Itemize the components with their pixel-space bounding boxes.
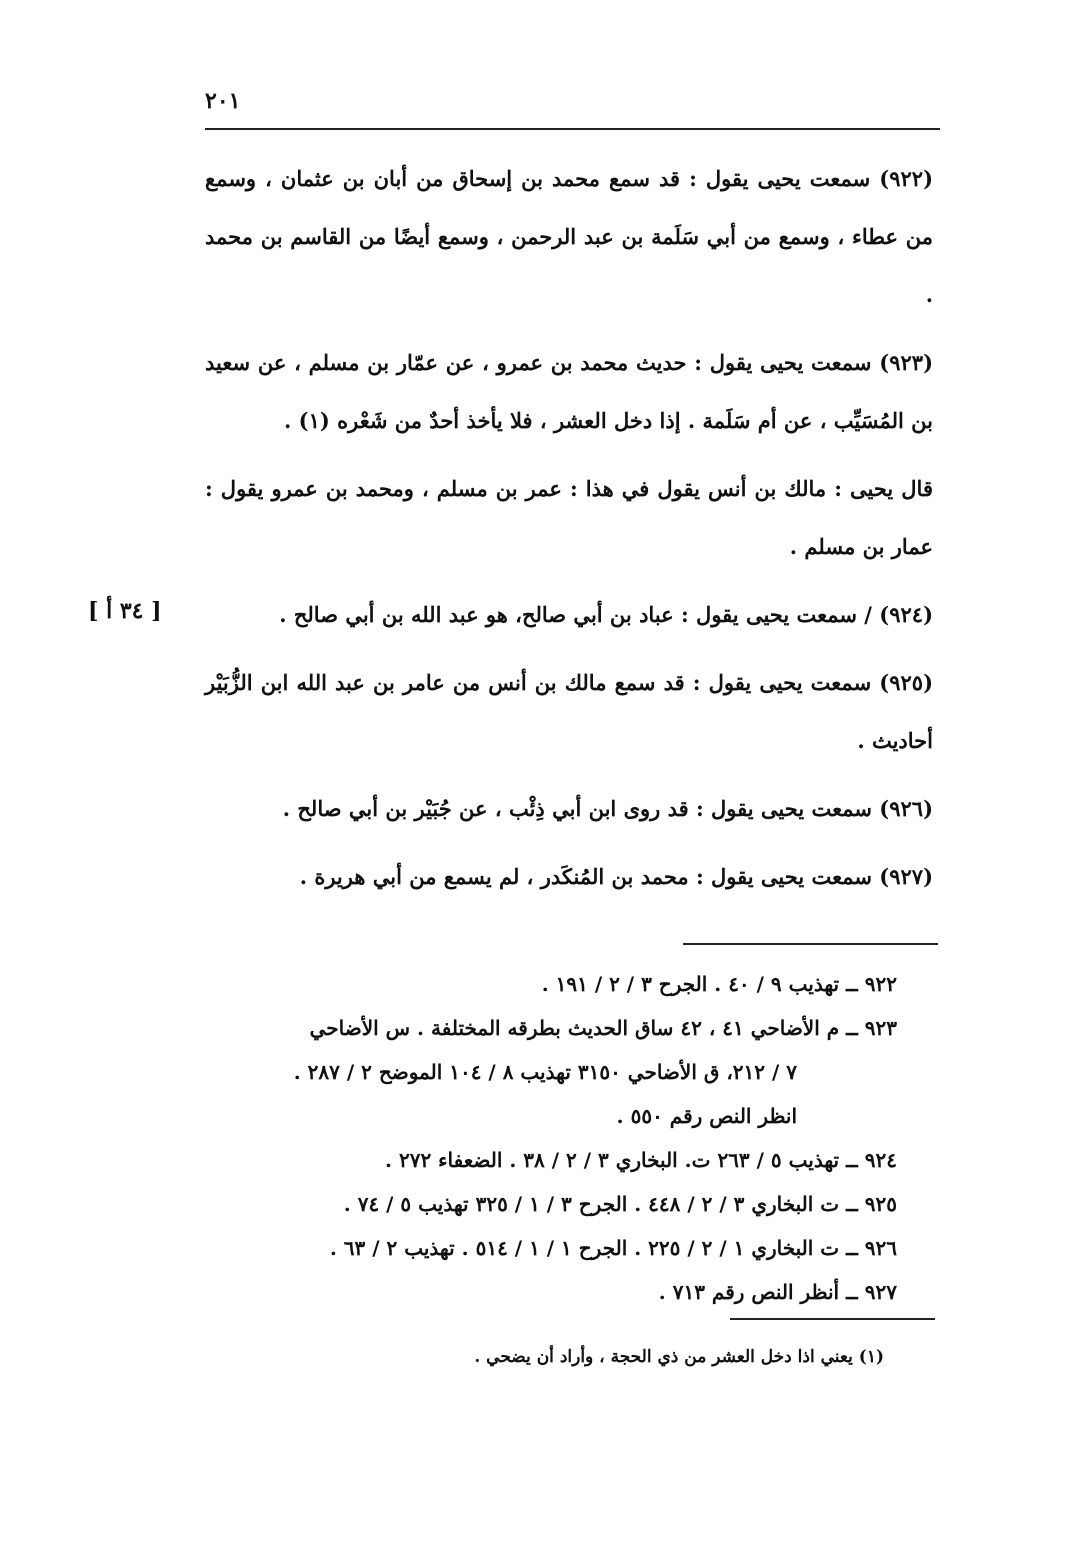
paragraph-926: (٩٢٦) سمعت يحيى يقول : قد روى ابن أبي ذِئْب ، عن جُبَيْر بن أبي صالح .	[282, 796, 933, 821]
note-925: ٩٢٥ ــ ت البخاري ٣ / ٢ / ٤٤٨ . الجرح ٣ / ١ / ٣٢٥ تهذيب ٥ / ٧٤ .	[343, 1192, 897, 1216]
page-number: ٢٠١	[205, 88, 241, 114]
notes-rule	[683, 943, 938, 945]
manuscript-folio-marker: [ ٣٤ أ ]	[88, 598, 162, 624]
footnote: (١) يعني اذا دخل العشر من ذي الحجة ، وأراد أن يضحي .	[474, 1347, 884, 1367]
header-rule	[205, 128, 940, 130]
paragraph-924: (٩٢٤) / سمعت يحيى يقول : عباد بن أبي صالح، هو عبد الله بن أبي صالح .	[279, 602, 933, 627]
note-924: ٩٢٤ ــ تهذيب ٥ / ٢٦٣ ت. البخاري ٣ / ٢ / ٣٨ . الضعفاء ٢٧٢ .	[385, 1148, 897, 1172]
paragraph-922: (٩٢٢) سمعت يحيى يقول : قد سمع محمد بن إسحاق من أبان بن عثمان ، وسمع من عطاء ، وسمع من أبي سَلَمة بن عبد الرحمن ، وسمع أيضًا من القاسم بن محمد .	[205, 166, 933, 307]
paragraph-yahya-comment: قال يحيى : مالك بن أنس يقول في هذا : عمر بن مسلم ، ومحمد بن عمرو يقول : عمار بن مسلم .	[205, 476, 933, 559]
paragraph-923: (٩٢٣) سمعت يحيى يقول : حديث محمد بن عمرو ، عن عمّار بن مسلم ، عن سعيد بن المُسَيِّب ، عن أم سَلَمة . إذا دخل العشر ، فلا يأخذ أحدٌ من شَعْره (١) .	[205, 350, 933, 433]
note-922: ٩٢٢ ــ تهذيب ٩ / ٤٠ . الجرح ٣ / ٢ / ١٩١ .	[541, 972, 897, 996]
main-text	[205, 150, 933, 916]
paragraph-927: (٩٢٧) سمعت يحيى يقول : محمد بن المُنكَدر ، لم يسمع من أبي هريرة .	[299, 864, 933, 889]
footnote-rule	[730, 1318, 935, 1320]
note-923-continuation: انظر النص رقم ٥٥٠ .	[616, 1104, 797, 1128]
note-923-continuation: ٧ / ٢١٢، ق الأضاحي ٣١٥٠ تهذيب ٨ / ١٠٤ الموضح ٢ / ٢٨٧ .	[293, 1060, 797, 1084]
source-notes	[205, 962, 897, 1314]
note-923: ٩٢٣ ــ م الأضاحي ٤١ ، ٤٢ ساق الحديث بطرقه المختلفة . س الأضاحي	[309, 1016, 897, 1040]
note-927: ٩٢٧ ــ أنظر النص رقم ٧١٣ .	[658, 1280, 897, 1304]
paragraph-925: (٩٢٥) سمعت يحيى يقول : قد سمع مالك بن أنس من عامر بن عبد الله ابن الزُّبَيْر أحاديث .	[205, 670, 933, 753]
note-926: ٩٢٦ ــ ت البخاري ١ / ٢ / ٢٢٥ . الجرح ١ / ١ / ٥١٤ . تهذيب ٢ / ٦٣ .	[329, 1236, 897, 1260]
